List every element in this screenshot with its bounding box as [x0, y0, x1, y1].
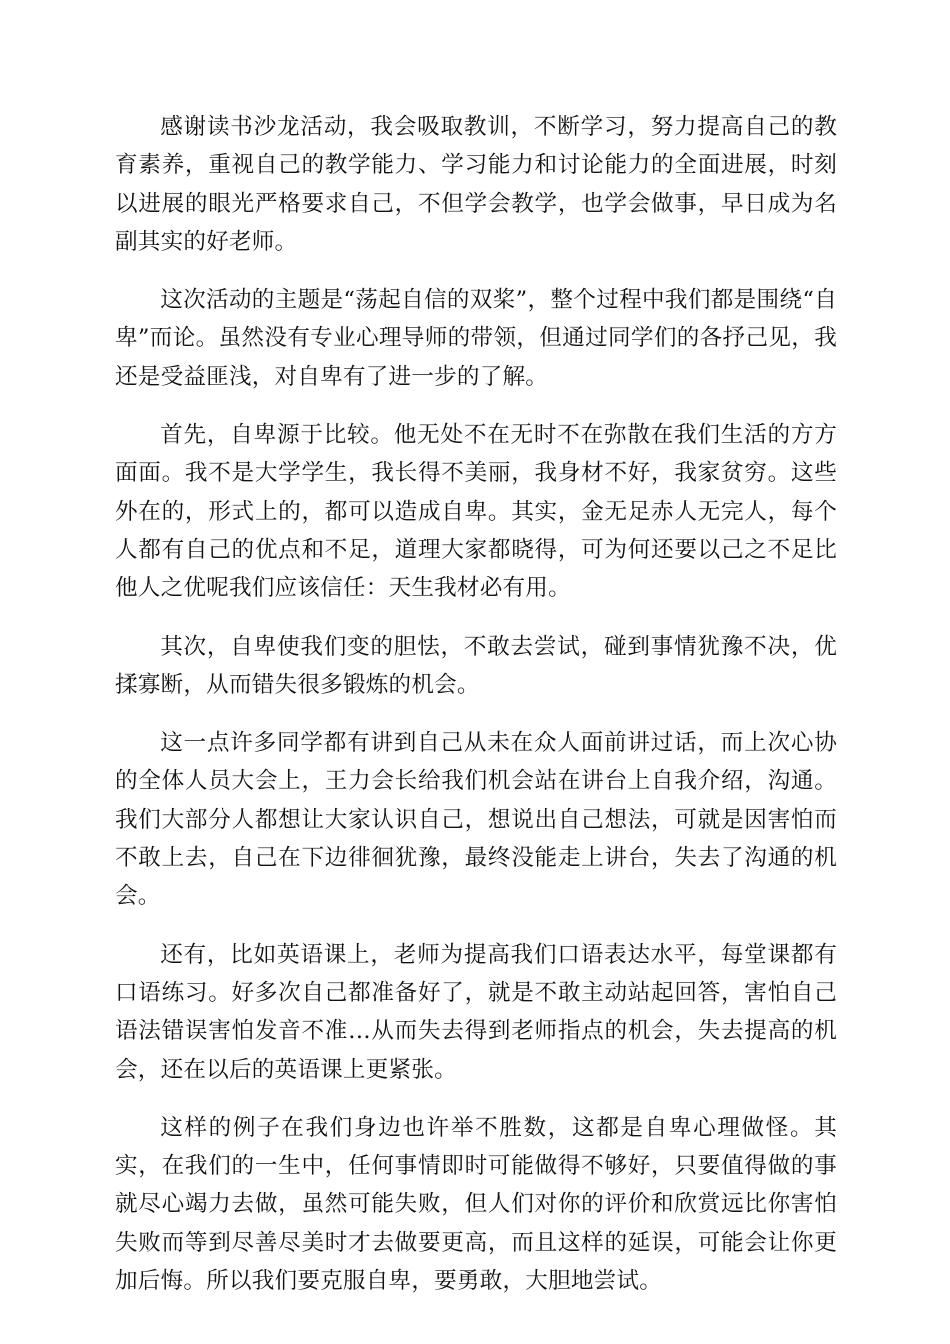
paragraph: 这一点许多同学都有讲到自己从未在众人面前讲过话，而上次心协的全体人员大会上，王力会长给我们机会站在讲台上自我介绍，沟通。我们大部分人都想让大家认识自己，想说出自己想法，可就是因害怕而不敢上去，自己在下边徘徊犹豫，最终没能走上讲台，失去了沟通的机会。 [115, 730, 837, 910]
paragraph: 还有，比如英语课上，老师为提高我们口语表达水平，每堂课都有口语练习。好多次自己都准备好了，就是不敢主动站起回答，害怕自己语法错误害怕发音不准…从而失去得到老师指点的机会，失去提高的机会，还在以后的英语课上更紧张。 [115, 941, 837, 1083]
paragraph: 这次活动的主题是“荡起自信的双桨”，整个过程中我们都是围绕“自卑”而论。虽然没有专业心理导师的带领，但通过同学们的各抒己见，我还是受益匪浅，对自卑有了进一步的了解。 [115, 287, 837, 390]
paragraph: 首先，自卑源于比较。他无处不在无时不在弥散在我们生活的方方面面。我不是大学学生，我长得不美丽，我身材不好，我家贫穷。这些外在的，形式上的，都可以造成自卑。其实，金无足赤人无完人，每个人都有自己的优点和不足，道理大家都晓得，可为何还要以己之不足比他人之优呢我们应该信任：天生我材必有用。 [115, 422, 837, 602]
paragraph: 这样的例子在我们身边也许举不胜数，这都是自卑心理做怪。其实，在我们的一生中，任何事情即时可能做得不够好，只要值得做的事就尽心竭力去做，虽然可能失败，但人们对你的评价和欣赏远比你害怕失败而等到尽善尽美时才去做要更高，而且这样的延误，可能会让你更加后悔。所以我们要克服自卑，要勇敢，大胆地尝试。 [115, 1114, 837, 1295]
paragraph: 其次，自卑使我们变的胆怯，不敢去尝试，碰到事情犹豫不决，优揉寡断，从而错失很多锻炼的机会。 [115, 633, 837, 698]
paragraph: 感谢读书沙龙活动，我会吸取教训，不断学习，努力提高自己的教育素养，重视自己的教学能力、学习能力和讨论能力的全面进展，时刻以进展的眼光严格要求自己，不但学会教学，也学会做事，早日成为名副其实的好老师。 [115, 114, 837, 255]
document-body [115, 108, 837, 1320]
